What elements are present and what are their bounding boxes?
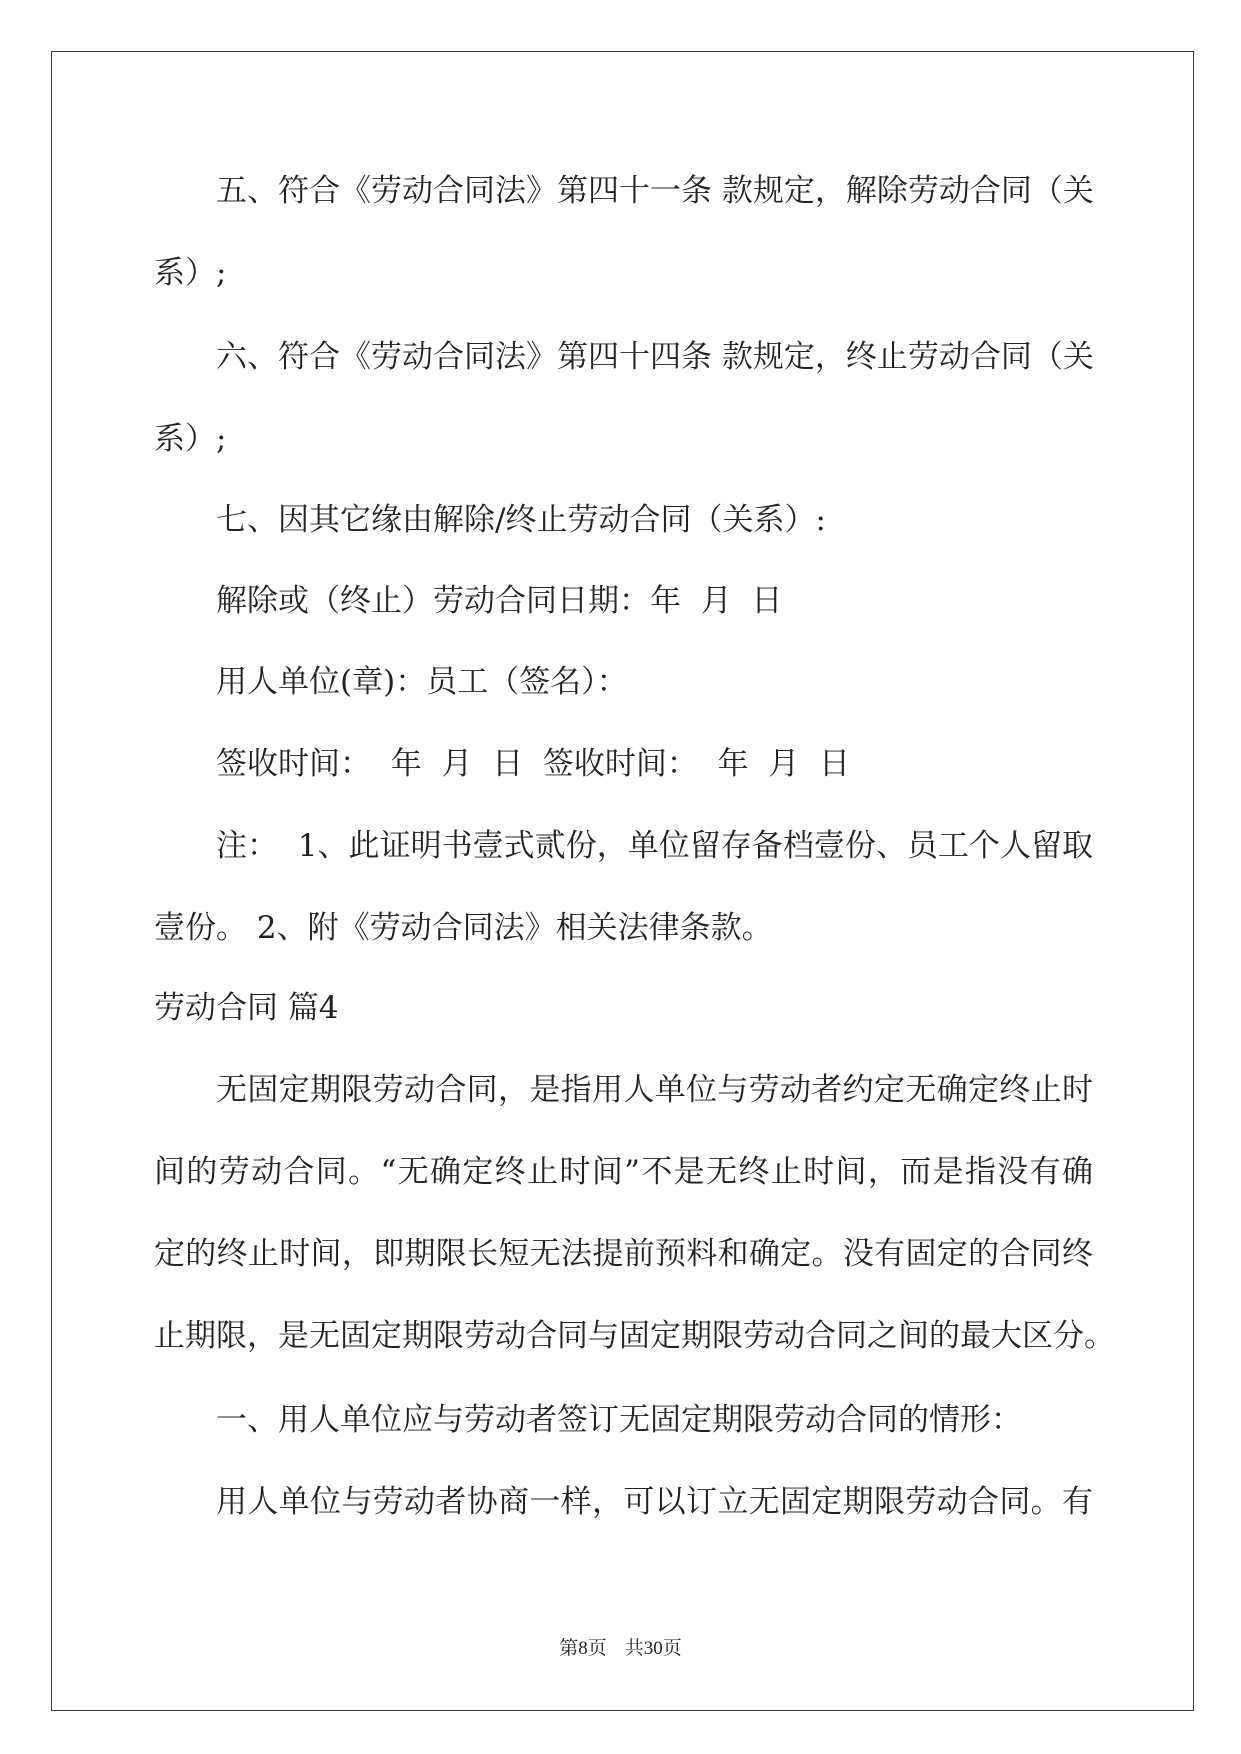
paragraph-5-line-2: 系）; xyxy=(154,255,227,291)
paragraph-6-line-2: 系）; xyxy=(154,421,227,457)
situations-heading: 一、用人单位应与劳动者签订无固定期限劳动合同的情形： xyxy=(216,1402,1022,1438)
definition-line-4: 止期限，是无固定期限劳动合同与固定期限劳动合同之间的最大区分。 xyxy=(154,1318,1115,1354)
receipt-time-line: 签收时间： 年 月 日 签收时间： 年 月 日 xyxy=(216,746,850,782)
section-heading: 劳动合同 篇4 xyxy=(154,990,339,1026)
situation-line-1: 用人单位与劳动者协商一样，可以订立无固定期限劳动合同。有 xyxy=(216,1484,1093,1520)
paragraph-6-line-1: 六、符合《劳动合同法》第四十四条 款规定，终止劳动合同（关 xyxy=(216,339,1094,375)
note-line-2: 壹份。 2、附《劳动合同法》相关法律条款。 xyxy=(154,910,773,946)
note-line-1: 注： 1、此证明书壹式贰份，单位留存备档壹份、员工个人留取 xyxy=(216,828,1093,864)
page-number: 第8页 xyxy=(559,1638,607,1659)
paragraph-5-line-1: 五、符合《劳动合同法》第四十一条 款规定，解除劳动合同（关 xyxy=(216,173,1094,209)
termination-date-line: 解除或（终止）劳动合同日期：年 月 日 xyxy=(216,583,783,619)
page-border xyxy=(51,51,1194,1711)
definition-line-1: 无固定期限劳动合同，是指用人单位与劳动者约定无确定终止时 xyxy=(216,1072,1093,1108)
signature-line: 用人单位(章)：员工（签名）： xyxy=(216,664,628,700)
page-total: 共30页 xyxy=(624,1638,682,1659)
definition-line-2: 间的劳动合同。“无确定终止时间”不是无终止时间，而是指没有确 xyxy=(154,1154,1093,1190)
page-footer xyxy=(0,1636,1241,1662)
paragraph-7: 七、因其它缘由解除/终止劳动合同（关系）: xyxy=(216,502,826,538)
definition-line-3: 定的终止时间，即期限长短无法提前预料和确定。没有固定的合同终 xyxy=(154,1236,1093,1272)
